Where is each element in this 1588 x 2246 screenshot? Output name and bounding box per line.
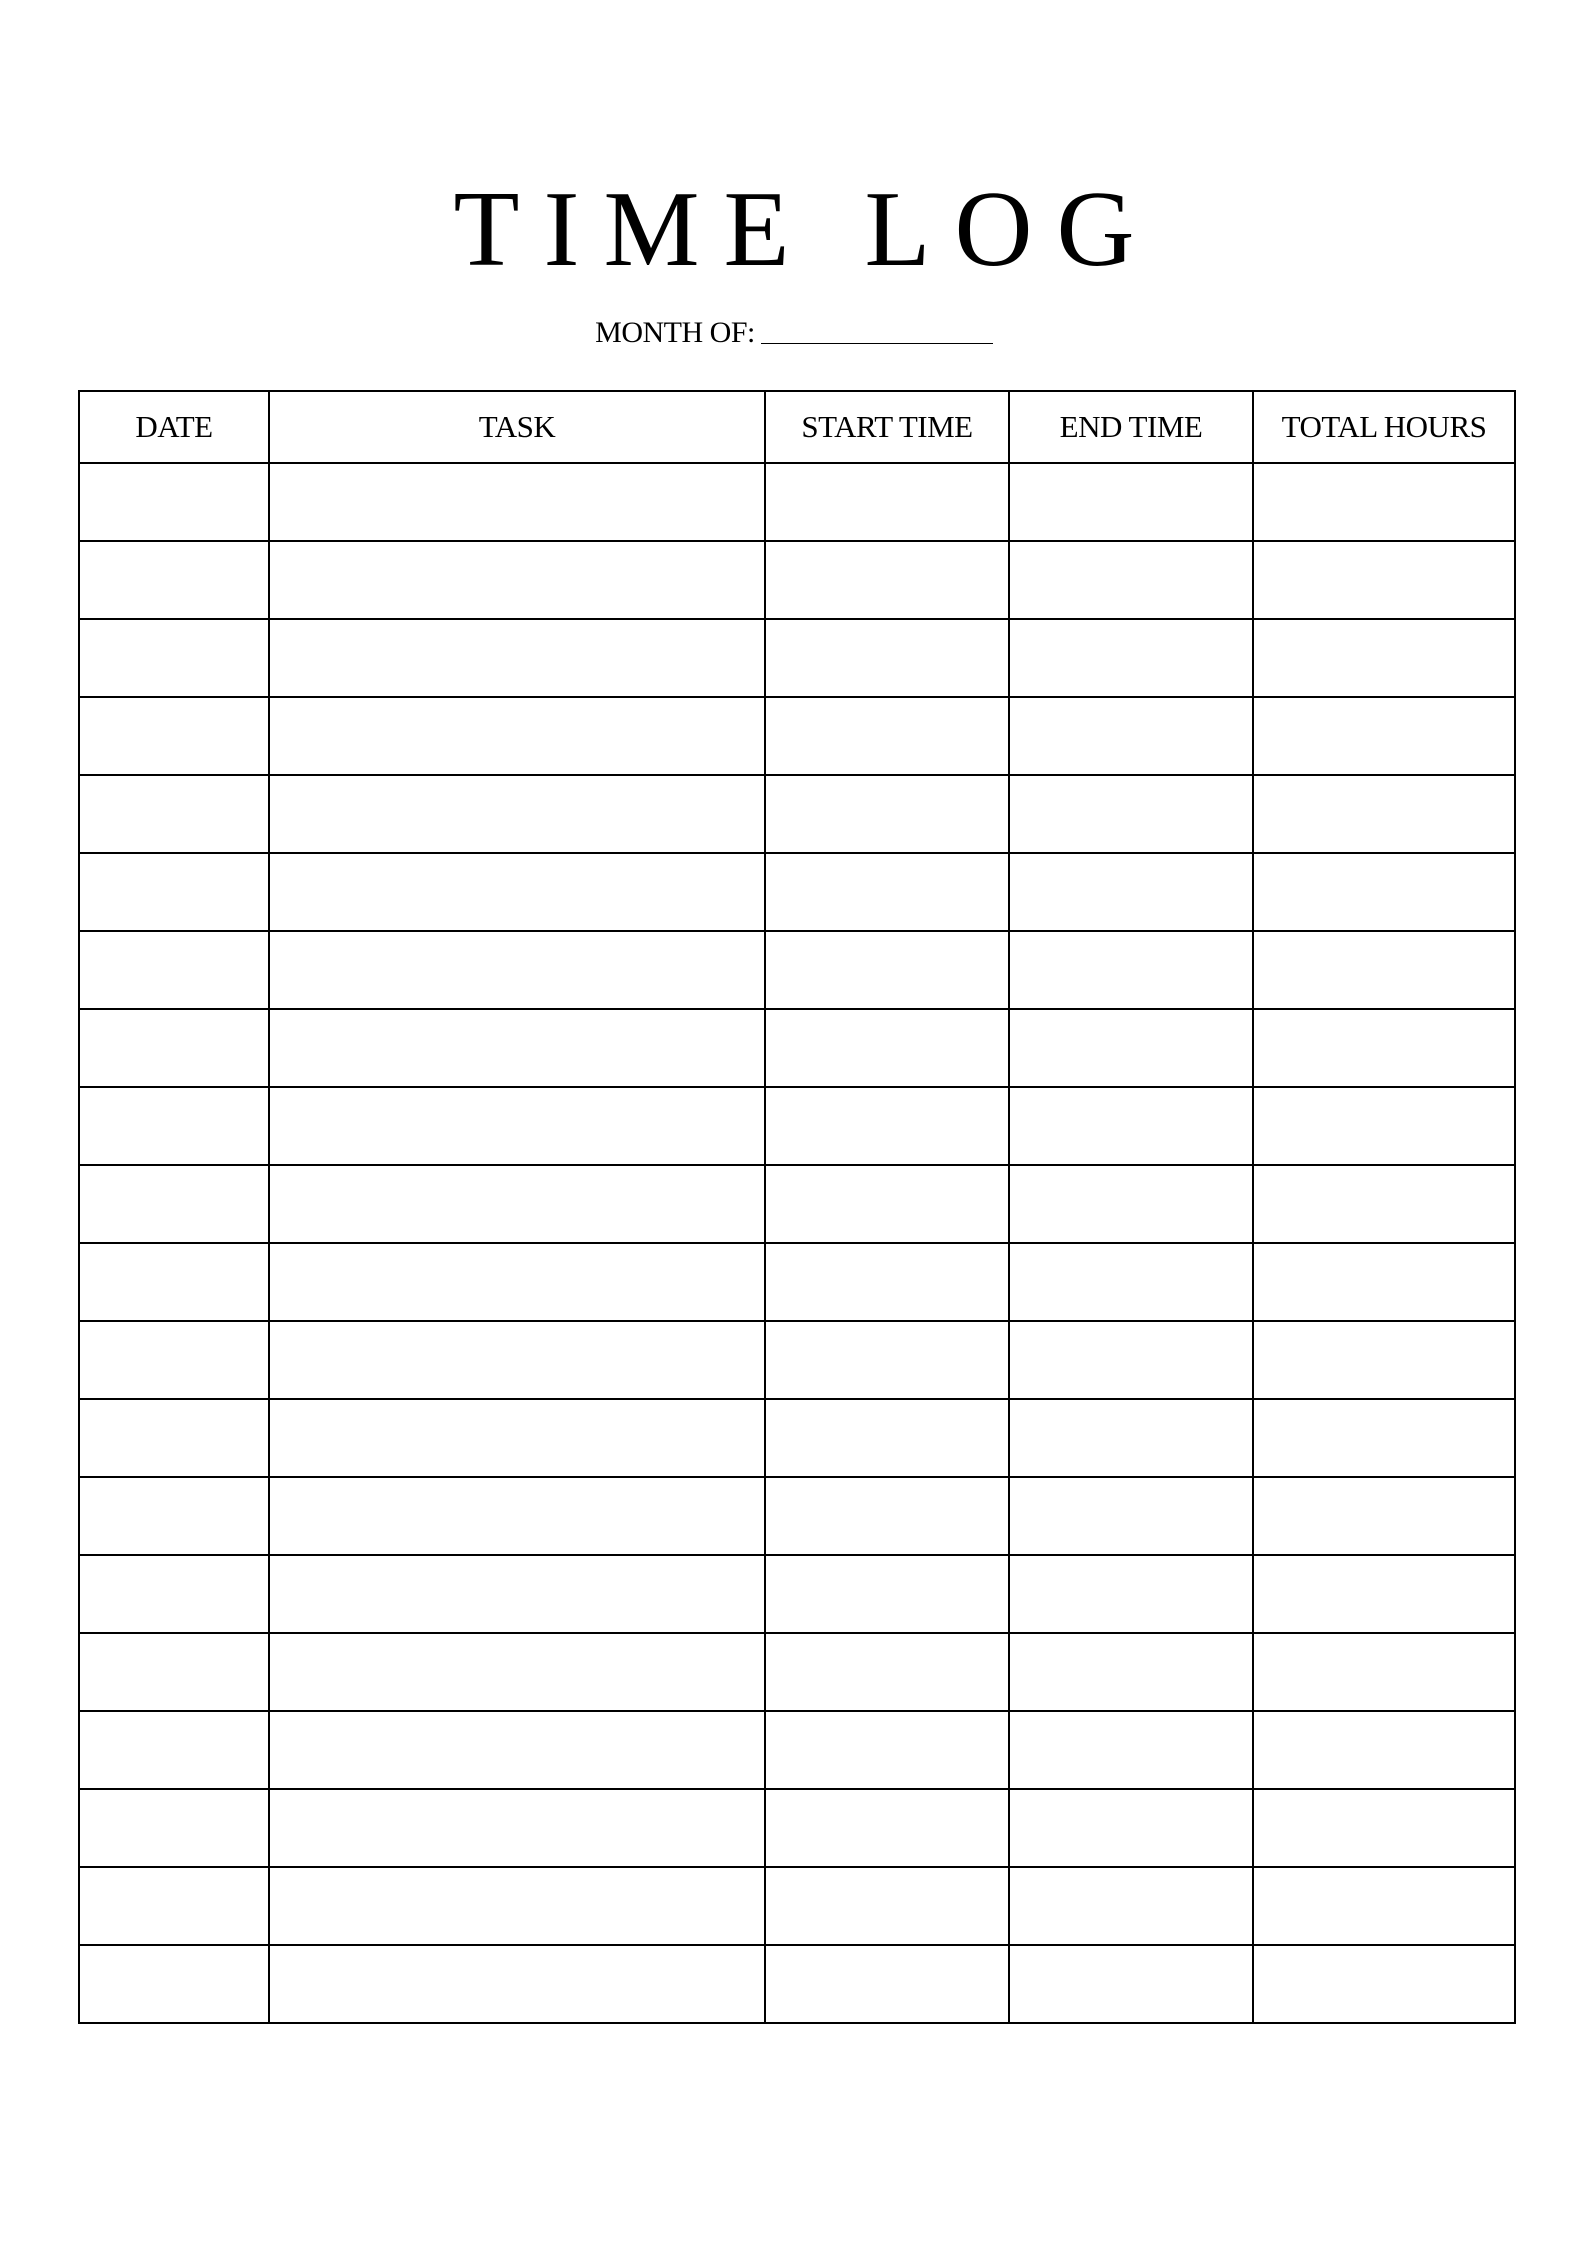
end-time-cell[interactable] [1009,697,1253,775]
start-time-cell[interactable] [765,1321,1009,1399]
task-cell[interactable] [269,1087,765,1165]
end-time-cell[interactable] [1009,775,1253,853]
date-cell[interactable] [79,463,269,541]
date-cell[interactable] [79,1087,269,1165]
table-row [79,1477,1515,1555]
start-time-cell[interactable] [765,1399,1009,1477]
task-cell[interactable] [269,775,765,853]
date-cell[interactable] [79,1711,269,1789]
start-time-cell[interactable] [765,1477,1009,1555]
total-hours-cell[interactable] [1253,1087,1515,1165]
start-time-cell[interactable] [765,1789,1009,1867]
date-cell[interactable] [79,697,269,775]
task-cell[interactable] [269,619,765,697]
month-field [0,318,1588,348]
table-row [79,1555,1515,1633]
end-time-cell[interactable] [1009,1321,1253,1399]
time-log-table [78,390,1516,2024]
column-header-task: TASK [269,391,765,463]
table-row [79,931,1515,1009]
task-cell[interactable] [269,541,765,619]
total-hours-cell[interactable] [1253,697,1515,775]
task-cell[interactable] [269,1009,765,1087]
date-cell[interactable] [79,775,269,853]
date-cell[interactable] [79,1165,269,1243]
total-hours-cell[interactable] [1253,1867,1515,1945]
end-time-cell[interactable] [1009,1867,1253,1945]
start-time-cell[interactable] [765,853,1009,931]
end-time-cell[interactable] [1009,619,1253,697]
start-time-cell[interactable] [765,1633,1009,1711]
task-cell[interactable] [269,931,765,1009]
total-hours-cell[interactable] [1253,1321,1515,1399]
end-time-cell[interactable] [1009,1477,1253,1555]
task-cell[interactable] [269,1711,765,1789]
total-hours-cell[interactable] [1253,1165,1515,1243]
task-cell[interactable] [269,1633,765,1711]
task-cell[interactable] [269,1945,765,2023]
start-time-cell[interactable] [765,1165,1009,1243]
table-row [79,1399,1515,1477]
start-time-cell[interactable] [765,775,1009,853]
end-time-cell[interactable] [1009,1165,1253,1243]
end-time-cell[interactable] [1009,1009,1253,1087]
end-time-cell[interactable] [1009,1789,1253,1867]
total-hours-cell[interactable] [1253,619,1515,697]
total-hours-cell[interactable] [1253,1477,1515,1555]
table-row [79,1945,1515,2023]
table-row [79,1087,1515,1165]
end-time-cell[interactable] [1009,463,1253,541]
total-hours-cell[interactable] [1253,463,1515,541]
start-time-cell[interactable] [765,1243,1009,1321]
start-time-cell[interactable] [765,697,1009,775]
start-time-cell[interactable] [765,463,1009,541]
date-cell[interactable] [79,619,269,697]
total-hours-cell[interactable] [1253,1711,1515,1789]
month-label: MONTH OF: [595,316,755,349]
end-time-cell[interactable] [1009,1633,1253,1711]
total-hours-cell[interactable] [1253,1633,1515,1711]
task-cell[interactable] [269,1165,765,1243]
end-time-cell[interactable] [1009,1243,1253,1321]
end-time-cell[interactable] [1009,1399,1253,1477]
table-row [79,1009,1515,1087]
start-time-cell[interactable] [765,1711,1009,1789]
table-row [79,541,1515,619]
table-row [79,697,1515,775]
total-hours-cell[interactable] [1253,1789,1515,1867]
total-hours-cell[interactable] [1253,1243,1515,1321]
table-row [79,1165,1515,1243]
table-body [79,463,1515,2023]
date-cell[interactable] [79,1477,269,1555]
date-cell[interactable] [79,1555,269,1633]
column-header-total-hours: TOTAL HOURS [1253,391,1515,463]
column-header-start-time: START TIME [765,391,1009,463]
page-title: TIME LOG [453,170,1159,289]
date-cell[interactable] [79,541,269,619]
task-cell[interactable] [269,1399,765,1477]
date-cell[interactable] [79,1399,269,1477]
task-cell[interactable] [269,1789,765,1867]
table-row [79,1243,1515,1321]
start-time-cell[interactable] [765,1555,1009,1633]
start-time-cell[interactable] [765,1087,1009,1165]
date-cell[interactable] [79,1867,269,1945]
date-cell[interactable] [79,1789,269,1867]
table-row [79,1867,1515,1945]
total-hours-cell[interactable] [1253,541,1515,619]
table-row [79,853,1515,931]
start-time-cell[interactable] [765,1009,1009,1087]
start-time-cell[interactable] [765,619,1009,697]
date-cell[interactable] [79,853,269,931]
task-cell[interactable] [269,1477,765,1555]
table-row [79,1789,1515,1867]
month-blank-line[interactable] [761,335,993,344]
table-row [79,775,1515,853]
start-time-cell[interactable] [765,931,1009,1009]
end-time-cell[interactable] [1009,1711,1253,1789]
table-row [79,1711,1515,1789]
task-cell[interactable] [269,853,765,931]
table-row [79,619,1515,697]
end-time-cell[interactable] [1009,1555,1253,1633]
date-cell[interactable] [79,1945,269,2023]
total-hours-cell[interactable] [1253,1555,1515,1633]
task-cell[interactable] [269,697,765,775]
task-cell[interactable] [269,463,765,541]
end-time-cell[interactable] [1009,931,1253,1009]
table-row [79,1321,1515,1399]
date-cell[interactable] [79,931,269,1009]
header-row [79,391,1515,463]
end-time-cell[interactable] [1009,541,1253,619]
column-header-date: DATE [79,391,269,463]
task-cell[interactable] [269,1243,765,1321]
date-cell[interactable] [79,1243,269,1321]
task-cell[interactable] [269,1867,765,1945]
task-cell[interactable] [269,1321,765,1399]
date-cell[interactable] [79,1321,269,1399]
date-cell[interactable] [79,1633,269,1711]
start-time-cell[interactable] [765,541,1009,619]
table-row [79,463,1515,541]
table-row [79,1633,1515,1711]
start-time-cell[interactable] [765,1867,1009,1945]
total-hours-cell[interactable] [1253,931,1515,1009]
end-time-cell[interactable] [1009,1087,1253,1165]
total-hours-cell[interactable] [1253,1945,1515,2023]
total-hours-cell[interactable] [1253,853,1515,931]
task-cell[interactable] [269,1555,765,1633]
total-hours-cell[interactable] [1253,775,1515,853]
column-header-end-time: END TIME [1009,391,1253,463]
end-time-cell[interactable] [1009,853,1253,931]
start-time-cell[interactable] [765,1945,1009,2023]
total-hours-cell[interactable] [1253,1399,1515,1477]
total-hours-cell[interactable] [1253,1009,1515,1087]
end-time-cell[interactable] [1009,1945,1253,2023]
date-cell[interactable] [79,1009,269,1087]
